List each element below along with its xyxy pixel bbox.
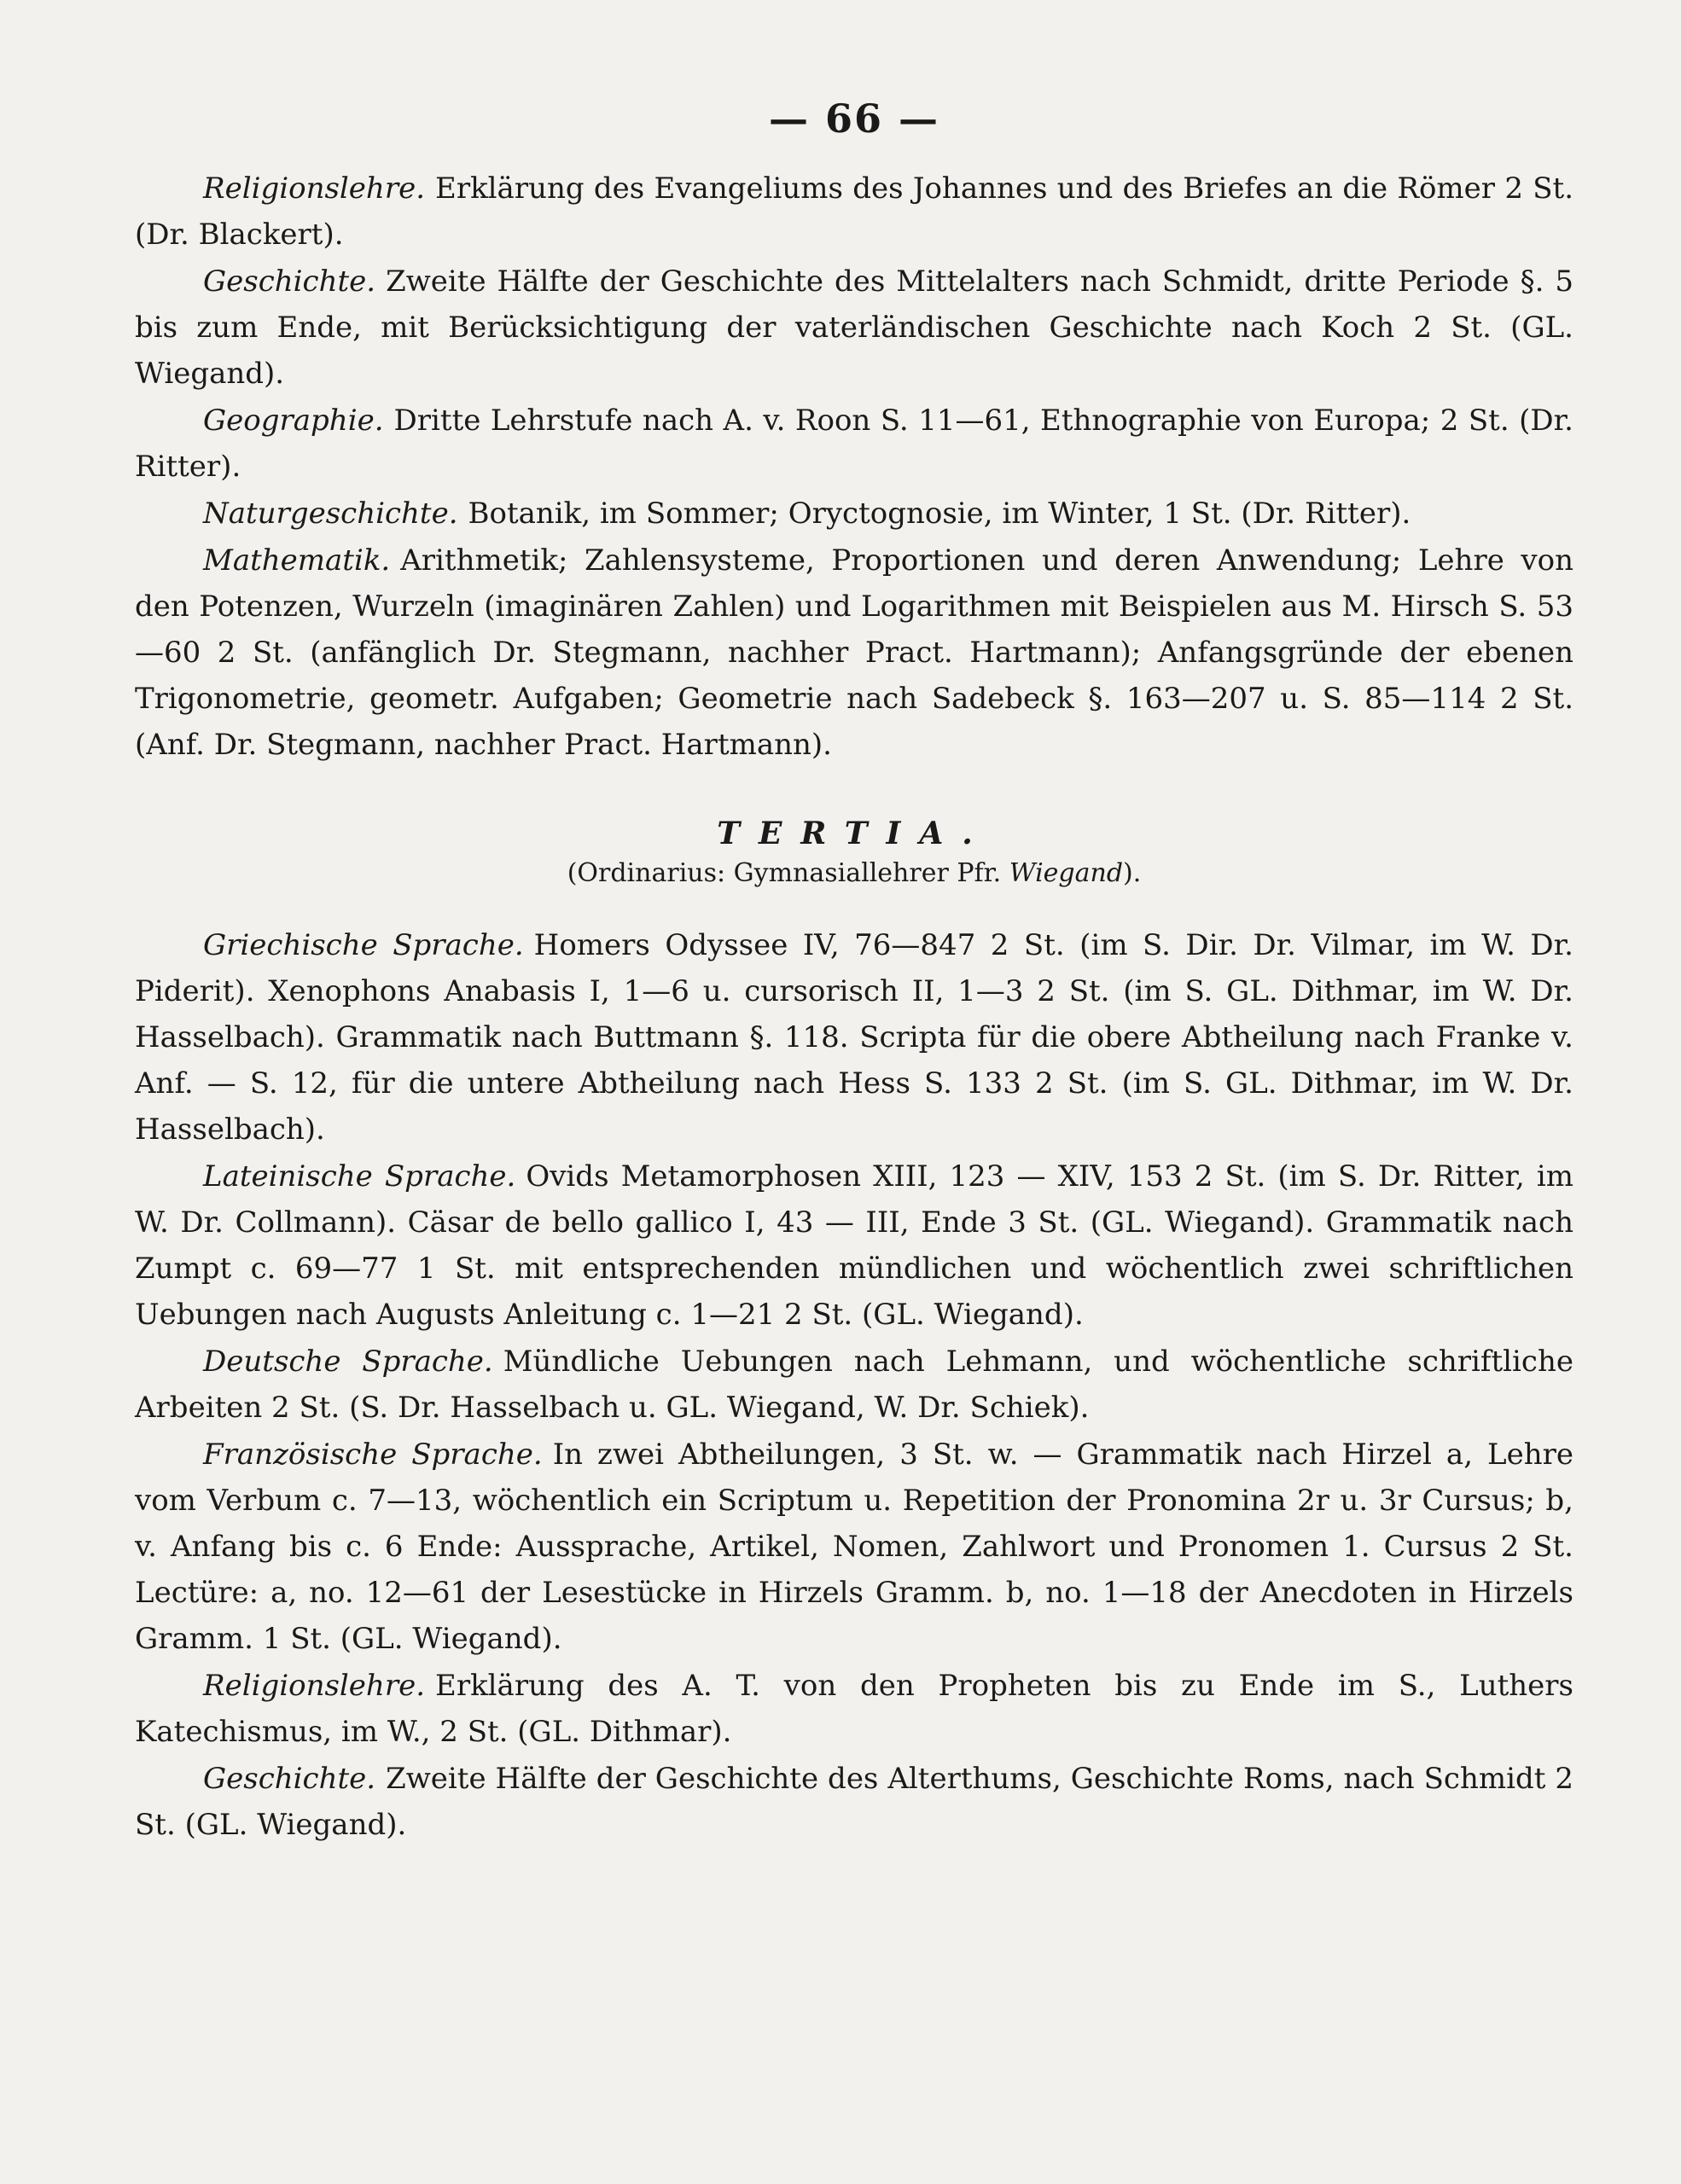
subject-paragraph [135,1432,1573,1662]
subject-text: Erklärung des Evangeliums des Johannes und des Briefes an die Römer 2 St. (Dr. Blackert). [135,171,1573,252]
subject-label: Geographie. [203,404,384,438]
subject-text: Mündliche Uebungen nach Lehmann, und wöchentliche schriftliche Arbeiten 2 St. (S. Dr. Hasselbach u. GL. Wiegand, W. Dr. Schiek). [135,1345,1573,1425]
ordinarius-text: Gymnasiallehrer Pfr. [733,858,1002,888]
subject-paragraph [135,1339,1573,1431]
subject-text: Homers Odyssee IV, 76—847 2 St. (im S. Dir. Dr. Vilmar, im W. Dr. Piderit). Xenophons Anabasis I, 1—6 u. cursorisch II, 1—3 2 St. (im S. GL. Dithmar, im W. Dr. Hasselbach). Grammatik nach Buttmann §. 118. Scripta für die obere Abtheilung nach Franke v. Anf. — S. 12, für die untere Abtheilung nach Hess S. 133 2 St. (im S. GL. Dithmar, im W. Dr. Hasselbach). [135,928,1573,1147]
subject-text: Zweite Hälfte der Geschichte des Alterthums, Geschichte Roms, nach Schmidt 2 St. (GL. Wiegand). [135,1762,1573,1842]
subject-label: Geschichte. [203,264,376,299]
section-title: TERTIA. [717,816,992,851]
subject-label: Religionslehre. [203,1669,425,1703]
subject-label: Französische Sprache. [203,1438,543,1472]
subject-label: Griechische Sprache. [203,928,524,962]
subject-label: Geschichte. [203,1762,376,1796]
upper-subjects [135,166,1573,768]
subject-paragraph [135,922,1573,1153]
section-ordinarius [135,858,1573,888]
subject-paragraph [135,398,1573,490]
subject-text: In zwei Abtheilungen, 3 St. w. — Grammatik nach Hirzel a, Lehre vom Verbum c. 7—13, wöchentlich ein Scriptum u. Repetition der Pronomina 2r u. 3r Cursus; b, v. Anfang bis c. 6 Ende: Aussprache, Artikel, Nomen, Zahlwort und Pronomen 1. Cursus 2 St. Lectüre: a, no. 12—61 der Lesestücke in Hirzels Gramm. b, no. 1—18 der Anecdoten in Hirzels Gramm. 1 St. (GL. Wiegand). [135,1438,1573,1656]
subject-paragraph [135,1153,1573,1338]
lower-subjects [135,922,1573,1848]
subject-label: Deutsche Sprache. [203,1345,493,1379]
subject-text: Zweite Hälfte der Geschichte des Mittelalters nach Schmidt, dritte Periode §. 5 bis zum Ende, mit Berücksichtigung der vaterländischen Geschichte nach Koch 2 St. (GL. Wiegand). [135,264,1573,391]
subject-paragraph [135,537,1573,768]
subject-label: Lateinische Sprache. [203,1159,516,1194]
subject-paragraph [135,1663,1573,1755]
subject-text: Botanik, im Sommer; Oryctognosie, im Winter, 1 St. (Dr. Ritter). [468,497,1411,531]
subject-label: Naturgeschichte. [203,497,458,531]
page-number: — 66 — [768,96,940,142]
subject-text: Ovids Metamorphosen XIII, 123 — XIV, 153 2 St. (im S. Dr. Ritter, im W. Dr. Collmann). Cäsar de bello gallico I, 43 — III, Ende 3 St. (GL. Wiegand). Grammatik nach Zumpt c. 69—77 1 St. mit entsprechenden mündlichen und wöchentlich zwei schriftlichen Uebungen nach Augusts Anleitung c. 1—21 2 St. (GL. Wiegand). [135,1159,1573,1332]
ordinarius-label: (Ordinarius: [567,858,726,888]
subject-label: Religionslehre. [203,171,425,206]
subject-text: Dritte Lehrstufe nach A. v. Roon S. 11—61, Ethnographie von Europa; 2 St. (Dr. Ritter). [135,404,1573,484]
ordinarius-end: ). [1123,858,1142,888]
subject-paragraph [135,1756,1573,1848]
subject-paragraph [135,258,1573,397]
ordinarius-name: Wiegand [1009,858,1124,888]
subject-paragraph [135,491,1573,537]
subject-paragraph [135,166,1573,258]
subject-text: Erklärung des A. T. von den Propheten bis zu Ende im S., Luthers Katechismus, im W., 2 St. (GL. Dithmar). [135,1669,1573,1749]
subject-text: Arithmetik; Zahlensysteme, Proportionen und deren Anwendung; Lehre von den Potenzen, Wurzeln (imaginären Zahlen) und Logarithmen mit Beispielen aus M. Hirsch S. 53—60 2 St. (anfänglich Dr. Stegmann, nachher Pract. Hartmann); Anfangsgründe der ebenen Trigonometrie, geometr. Aufgaben; Geometrie nach Sadebeck §. 163—207 u. S. 85—114 2 St. (Anf. Dr. Stegmann, nachher Pract. Hartmann). [135,543,1573,762]
subject-label: Mathematik. [203,543,391,578]
